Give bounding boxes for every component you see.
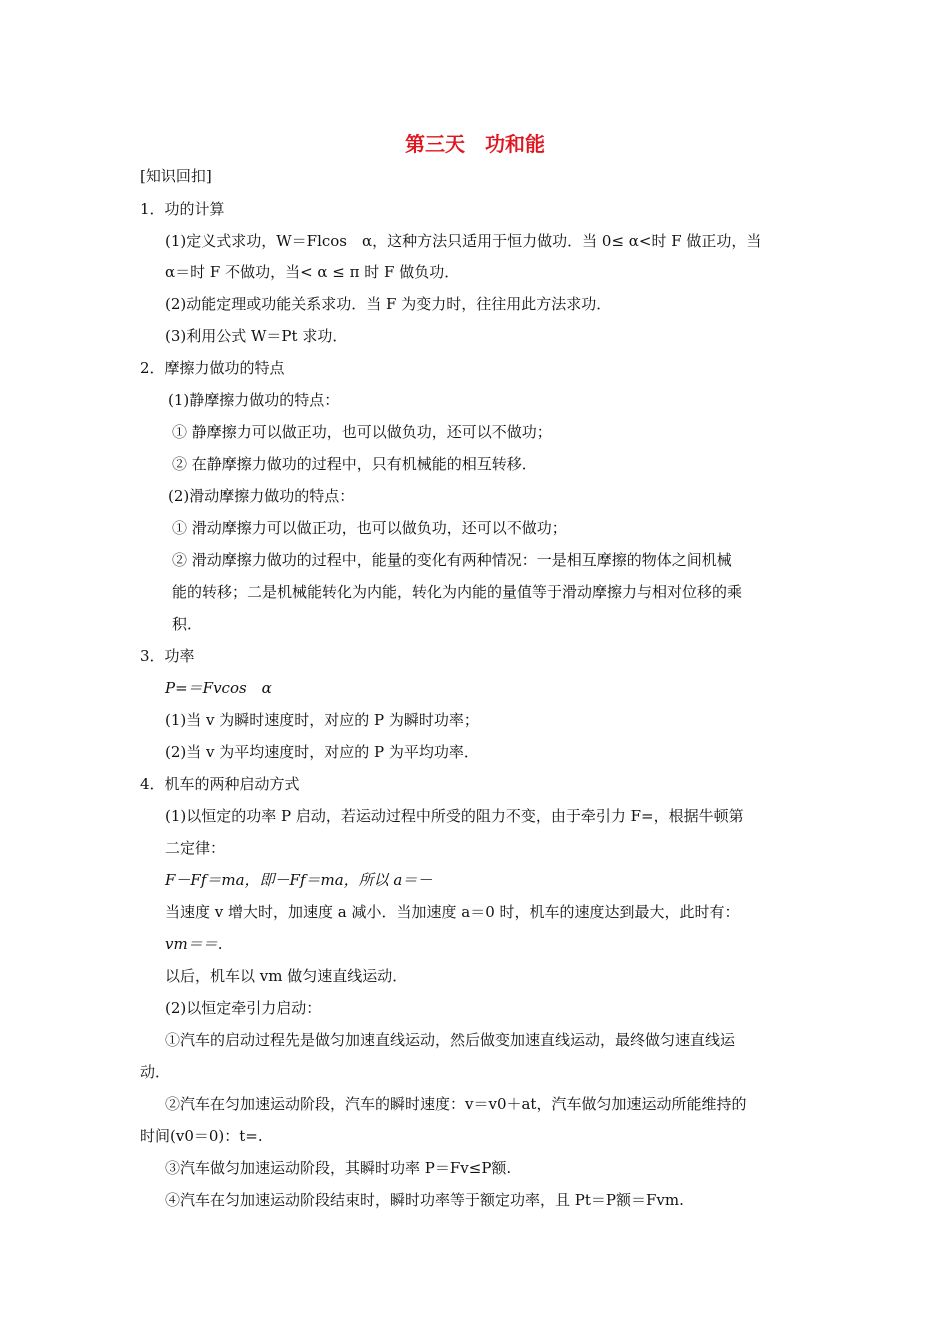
heading-work-calculation: 1．功的计算 — [140, 200, 225, 218]
subheading-sliding-friction: (2)滑动摩擦力做功的特点： — [168, 487, 355, 505]
sliding-friction-item-2-a: ② 滑动摩擦力做功的过程中，能量的变化有两种情况：一是相互摩擦的物体之间机械 — [172, 551, 732, 569]
heading-power: 3．功率 — [140, 647, 195, 665]
uniform-motion-note: 以后，机车以 vm 做匀速直线运动． — [165, 967, 408, 985]
paragraph-kinetic-theorem: (2)动能定理或功能关系求功．当 F 为变力时，往往用此方法求功． — [165, 295, 612, 313]
paragraph-power-formula: (3)利用公式 W＝Pt 求功． — [165, 327, 348, 345]
constant-force-item-3: ③汽车做匀加速运动阶段，其瞬时功率 P＝Fv≤P额. — [165, 1159, 512, 1177]
sliding-friction-item-2-c: 积． — [172, 615, 203, 633]
constant-force-item-2-a: ②汽车在匀加速运动阶段，汽车的瞬时速度：v＝v0＋at，汽车做匀加速运动所能维持的 — [165, 1095, 747, 1113]
page-title: 第三天 功和能 — [405, 132, 545, 156]
paragraph-definition-a: (1)定义式求功，W＝Flcos α，这种方法只适用于恒力做功．当 0≤ α<时 F 做正功，当 — [165, 232, 762, 250]
constant-force-item-2-b: 时间(v0＝0)：t=. — [140, 1127, 263, 1145]
constant-power-a: (1)以恒定的功率 P 启动，若运动过程中所受的阻力不变，由于牵引力 F=，根据牛顿第 — [165, 807, 744, 825]
acceleration-decrease: 当速度 v 增大时，加速度 a 减小．当加速度 a＝0 时，机车的速度达到最大，此时有： — [165, 903, 740, 921]
section-tag: [知识回扣] — [140, 167, 212, 185]
heading-vehicle-start: 4．机车的两种启动方式 — [140, 775, 300, 793]
constant-force-item-1-a: ①汽车的启动过程先是做匀加速直线运动，然后做变加速直线运动，最终做匀速直线运 — [165, 1031, 736, 1049]
static-friction-item-2: ② 在静摩擦力做功的过程中，只有机械能的相互转移． — [172, 455, 537, 473]
newton-equation: F－Ff＝ma，即－Ff＝ma，所以 a＝－ — [165, 871, 433, 889]
sliding-friction-item-2-b: 能的转移；二是机械能转化为内能，转化为内能的量值等于滑动摩擦力与相对位移的乘 — [172, 583, 743, 601]
power-formula: P=＝Fvcos α — [165, 679, 272, 697]
paragraph-definition-b: α＝时 F 不做功，当< α ≤ π 时 F 做负功． — [165, 263, 460, 281]
constant-force-item-4: ④汽车在匀加速运动阶段结束时，瞬时功率等于额定功率，且 Pt＝P额＝Fvm. — [165, 1191, 684, 1209]
power-average: (2)当 v 为平均速度时，对应的 P 为平均功率． — [165, 743, 479, 761]
subheading-static-friction: (1)静摩擦力做功的特点： — [168, 391, 340, 409]
static-friction-item-1: ① 静摩擦力可以做正功，也可以做负功，还可以不做功； — [172, 423, 552, 441]
constant-power-b: 二定律： — [165, 839, 226, 857]
heading-friction-work: 2．摩擦力做功的特点 — [140, 359, 285, 377]
subheading-constant-force: (2)以恒定牵引力启动： — [165, 999, 322, 1017]
constant-force-item-1-b: 动． — [140, 1063, 171, 1081]
max-speed-equation: vm＝＝. — [165, 935, 223, 953]
sliding-friction-item-1: ① 滑动摩擦力可以做正功，也可以做负功，还可以不做功； — [172, 519, 567, 537]
power-instant: (1)当 v 为瞬时速度时，对应的 P 为瞬时功率； — [165, 711, 479, 729]
